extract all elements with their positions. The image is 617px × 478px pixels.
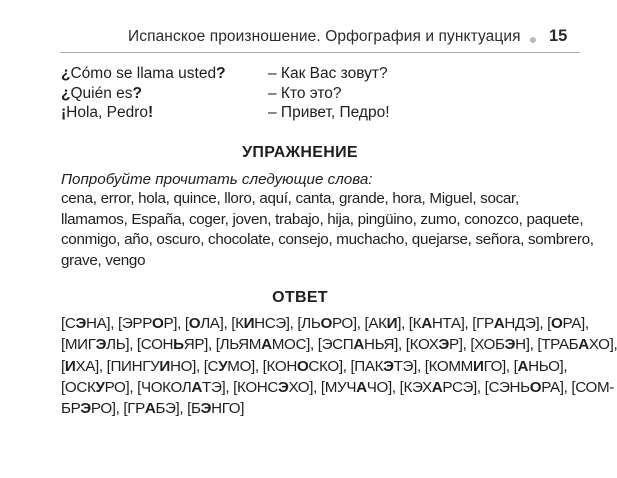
transcription-text: [ (61, 357, 65, 375)
transcription-text: [МИГ (61, 336, 96, 354)
stressed-syllable: И (159, 357, 170, 375)
transcription-text: БЭ], [Б (155, 400, 201, 418)
phrase-spanish (61, 84, 268, 104)
transcription-text: ТЭ], [КОНС (202, 378, 279, 396)
exercise-line: conmigo, año, oscuro, chocolate, consejo, muchacho, quejarse, señora, sombrero, (61, 231, 594, 249)
phrase-spanish (61, 103, 268, 123)
phrase-row (61, 64, 541, 84)
stressed-syllable: А (431, 378, 443, 396)
transcription-text: [ОСК (61, 378, 96, 396)
transcription-text: ХО], (588, 336, 617, 354)
punctuation-mark: ¿ (61, 84, 71, 102)
stressed-syllable: А (191, 378, 203, 396)
exercise-line: cena, error, hola, quince, lloro, aquí, canta, grande, hora, Miguel, socar, (61, 190, 519, 207)
stressed-syllable: О (188, 315, 201, 332)
transcription-text: РА], (562, 315, 589, 332)
phrase-spanish-text: Cómo se llama usted (70, 65, 217, 82)
stressed-syllable: О (296, 357, 309, 375)
stressed-syllable: А (517, 357, 529, 375)
transcription-text: НТА], [ГР (431, 315, 494, 332)
stressed-syllable: Э (438, 336, 449, 354)
exercise-line: grave, vengo (61, 251, 146, 269)
transcription-text: РА], [СОМ- (541, 378, 615, 396)
stressed-syllable: А (353, 336, 364, 354)
transcription-text: РО], [ЧОКОЛ (104, 378, 192, 396)
stressed-syllable: А (261, 336, 272, 354)
transcription-text: НЬЯ], [КОХ (363, 336, 439, 354)
stressed-syllable: Э (80, 400, 91, 418)
stressed-syllable: А (493, 315, 505, 332)
running-header (0, 26, 600, 52)
stressed-syllable: А (578, 336, 589, 354)
answer-transcription (61, 313, 617, 419)
stressed-syllable: О (151, 315, 164, 332)
transcription-text: ], [К (397, 315, 422, 332)
phrase-list (61, 64, 541, 123)
punctuation-mark: ¿ (61, 65, 71, 82)
phrase-spanish-text: Hola, Pedro (66, 104, 149, 121)
answer-line (61, 356, 573, 377)
exercise-line: llamamos, España, coger, joven, trabajo, hija, pingüino, zumo, conozco, paquete, (61, 210, 584, 228)
bullet-dot-icon (530, 37, 536, 43)
punctuation-mark: ? (132, 84, 142, 102)
stressed-syllable: У (95, 378, 105, 396)
exercise-title: УПРАЖНЕНИЕ (242, 144, 358, 161)
stressed-syllable: А (356, 378, 367, 396)
transcription-text: НА], [ЭРР (85, 315, 152, 332)
stressed-syllable: У (218, 357, 228, 375)
phrase-spanish-text: Quién es (70, 84, 133, 102)
exercise-word-list (61, 189, 594, 271)
transcription-text: ЛА], [К (200, 315, 244, 332)
transcription-text: Я (183, 336, 195, 354)
transcription-text: НСЭ], [ЛЬ (254, 315, 321, 332)
answer-title: ОТВЕТ (272, 289, 328, 306)
transcription-text: ТЭ], [КОММ (393, 357, 473, 375)
page-number: 15 (549, 27, 568, 45)
transcription-text: РСЭ], [СЭНЬ (442, 378, 530, 396)
answer-line (61, 398, 573, 419)
stressed-syllable: Ь (173, 336, 184, 354)
stressed-syllable: Э (383, 357, 394, 375)
transcription-text: СКО], [ПАК (308, 357, 384, 375)
transcription-text: Р], [ЛЬЯМ (194, 336, 262, 354)
phrase-row (61, 103, 541, 123)
stressed-syllable: О (551, 315, 563, 332)
stressed-syllable: Э (200, 400, 212, 418)
answer-line (61, 377, 615, 398)
stressed-syllable: А (421, 315, 432, 332)
transcription-text: РО], [ГР (90, 400, 145, 418)
transcription-text: МОС], [ЭСП (271, 336, 354, 354)
stressed-syllable: Э (95, 336, 107, 354)
answer-line (61, 334, 617, 355)
transcription-text: ГО], [ (483, 357, 518, 375)
transcription-text: НГО] (211, 400, 245, 418)
transcription-text: Р], [ХОБ (449, 336, 505, 354)
punctuation-mark: ! (148, 104, 154, 121)
stressed-syllable: Э (278, 378, 289, 396)
transcription-text: РО], [АК (331, 315, 387, 332)
transcription-text: БР (61, 400, 81, 418)
running-header-title: Испанское произношение. Орфография и пунктуация (128, 28, 521, 45)
transcription-text: НЬО], (528, 357, 568, 375)
punctuation-mark: ¡ (61, 104, 67, 121)
transcription-text: НО], [С (170, 357, 219, 375)
phrase-row (61, 84, 541, 104)
transcription-text: МО], [КОН (227, 357, 297, 375)
stressed-syllable: И (243, 315, 255, 332)
phrase-russian: – Привет, Педро! (268, 104, 390, 121)
transcription-text: Н], [ТРАБ (515, 336, 579, 354)
stressed-syllable: И (64, 357, 76, 375)
punctuation-mark: ? (216, 65, 226, 82)
stressed-syllable: О (529, 378, 542, 396)
transcription-text: НДЭ], [ (504, 315, 551, 332)
transcription-text: ЧО], [КЭХ (366, 378, 432, 396)
stressed-syllable: И (473, 357, 484, 375)
stressed-syllable: А (144, 400, 156, 418)
transcription-text: ХО], [МУЧ (288, 378, 357, 396)
phrase-spanish (61, 64, 268, 84)
exercise-instruction: Попробуйте прочитать следующие слова: (61, 171, 373, 188)
stressed-syllable: Э (504, 336, 516, 354)
answer-line (61, 313, 589, 334)
header-divider (60, 52, 580, 53)
transcription-text: ХА], [ПИНГУ (75, 357, 160, 375)
phrase-russian: – Как Вас зовут? (268, 65, 388, 82)
stressed-syllable: О (320, 315, 332, 332)
stressed-syllable: Э (75, 315, 86, 332)
transcription-text: Р], [ (163, 315, 189, 332)
phrase-russian: – Кто это? (268, 84, 342, 102)
transcription-text: ЛЬ], [СОН (106, 336, 174, 354)
stressed-syllable: И (386, 315, 398, 332)
transcription-text: [С (61, 315, 76, 332)
